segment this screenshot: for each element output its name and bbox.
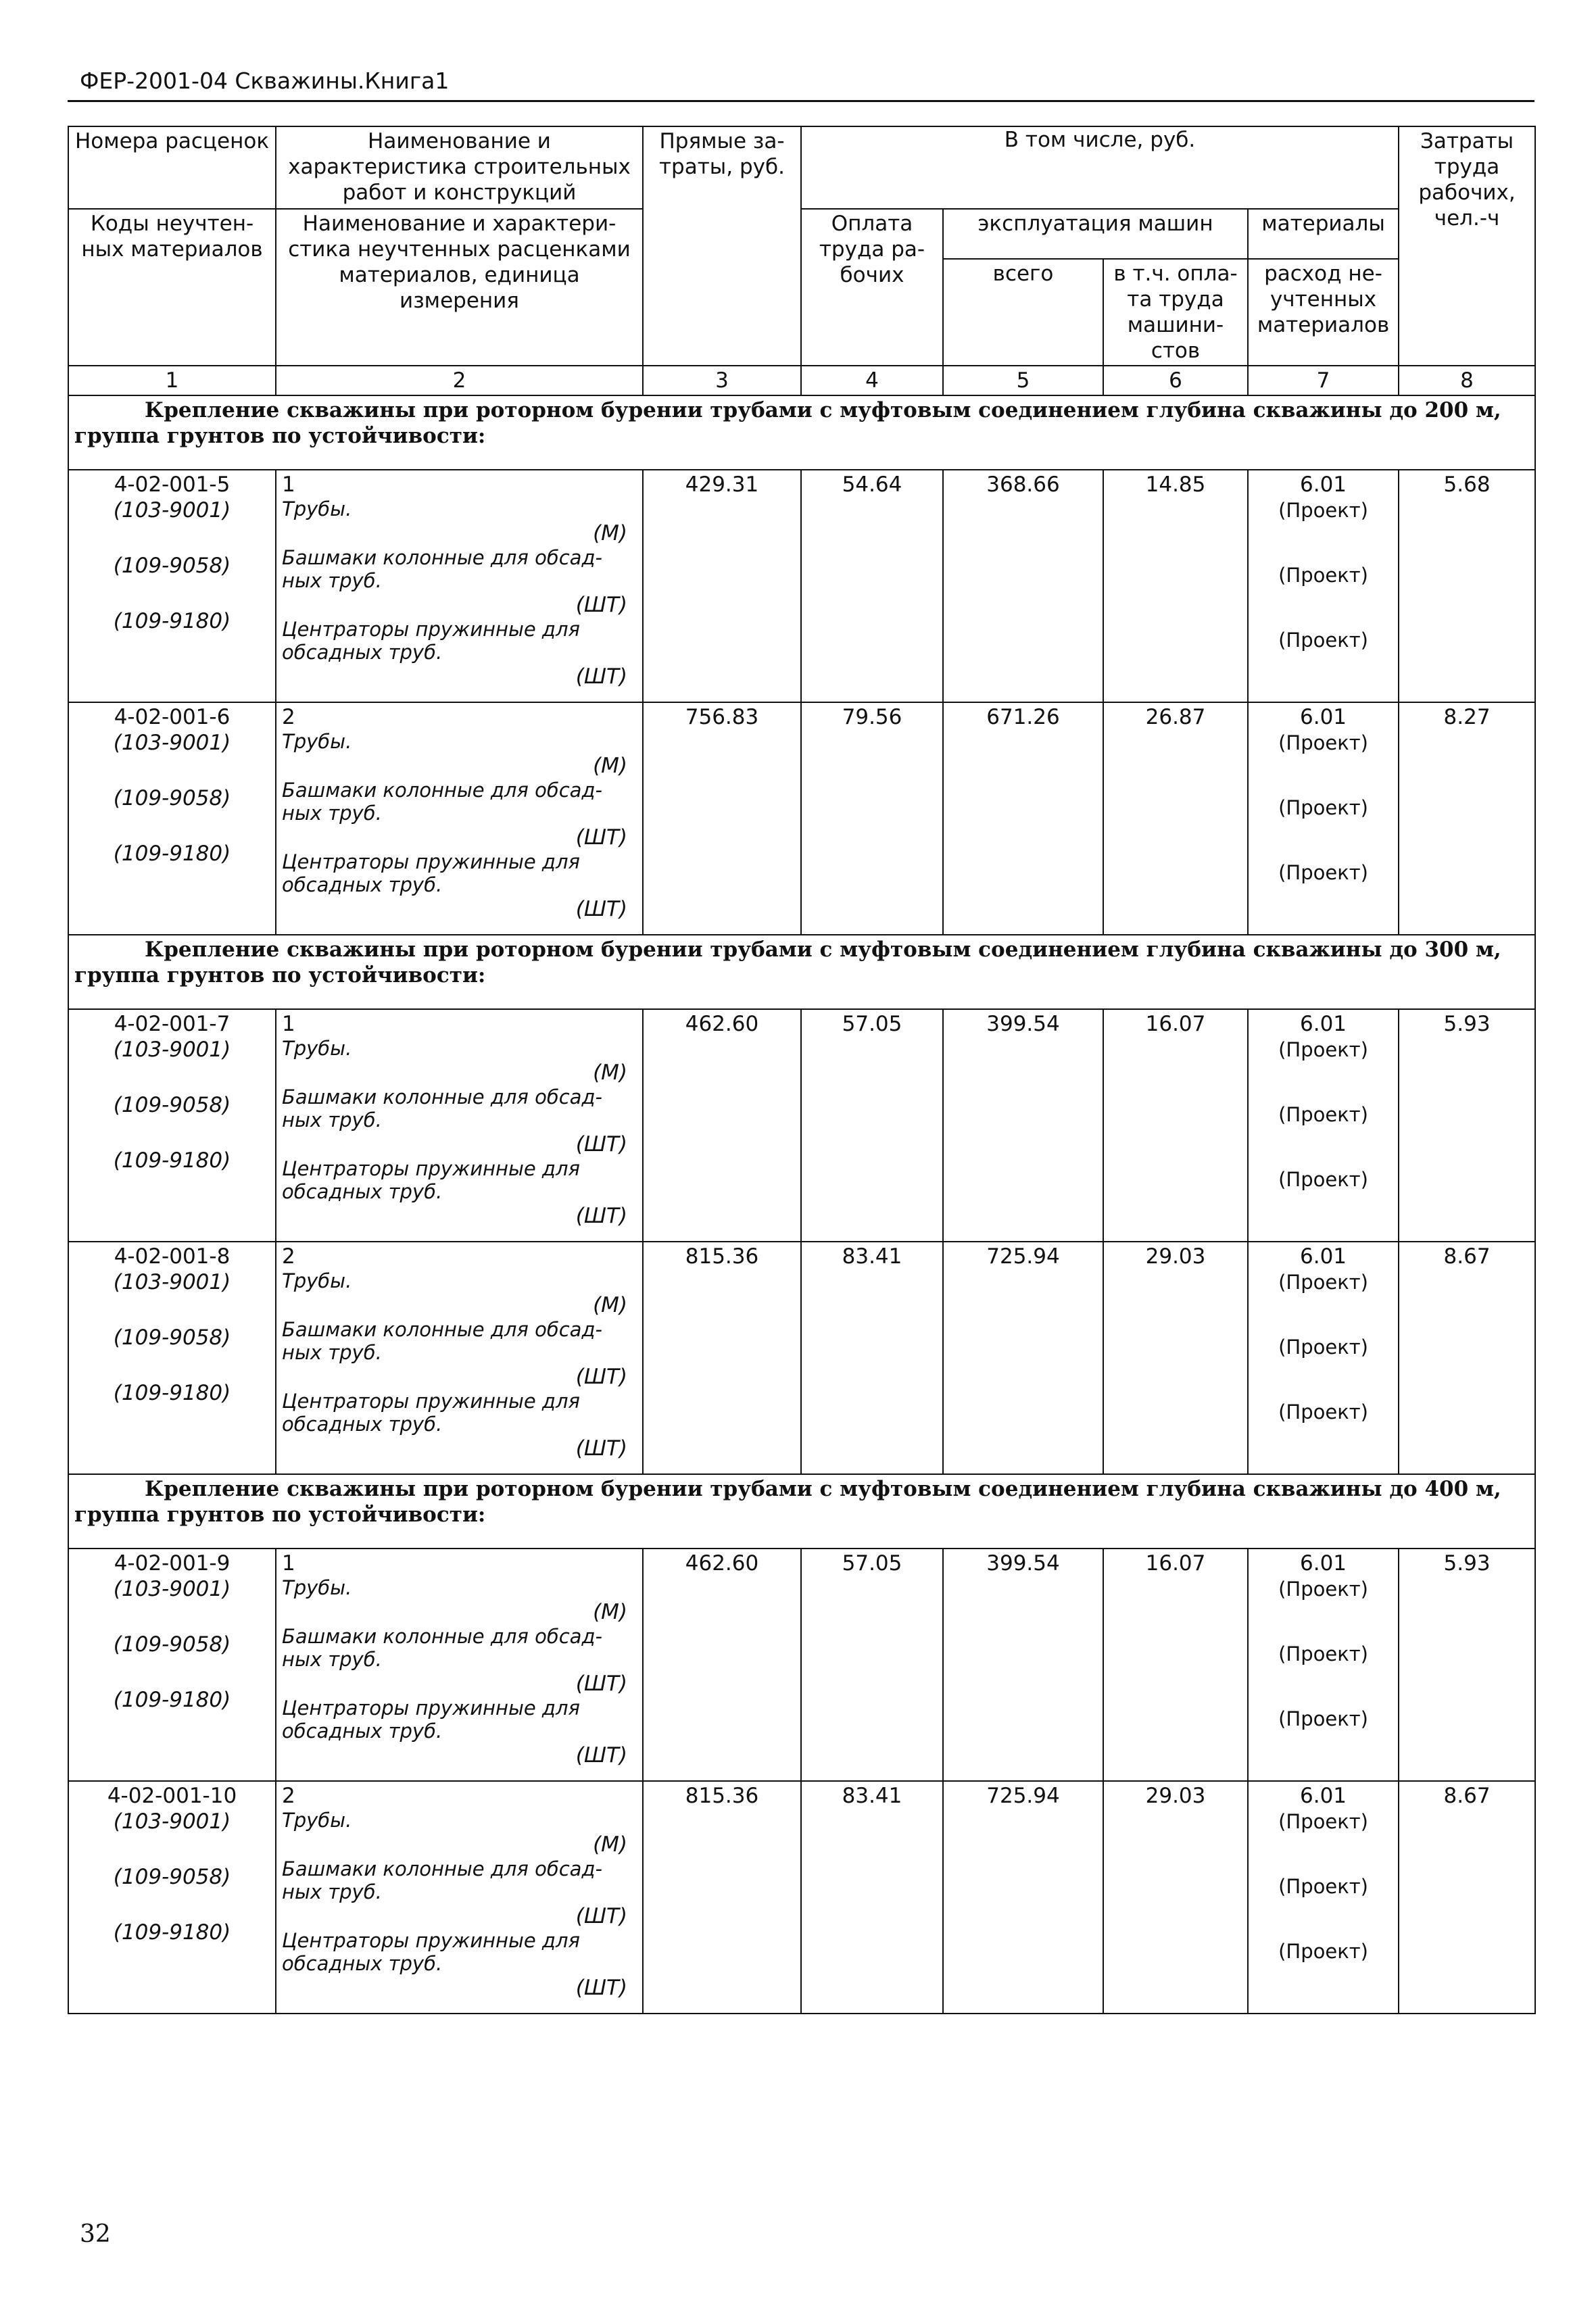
soil-group: 2 (282, 705, 295, 729)
material-code: (103-9001) (113, 1577, 231, 1601)
rate-code: 4-02-001-6 (114, 705, 231, 729)
direct-costs-value-cell (643, 702, 801, 935)
material-code: (109-9058) (113, 1093, 231, 1117)
machines-total-value: 725.94 (986, 1244, 1060, 1269)
direct-costs-value-cell (643, 1781, 801, 2014)
labor-cost-value-cell (801, 1781, 943, 2014)
material-code: (109-9180) (113, 1688, 231, 1712)
labor-cost-value: 79.56 (842, 705, 902, 729)
operators-pay-value-cell (1103, 702, 1248, 935)
material-name: Башмаки колонные для обсад-ных труб. (282, 779, 602, 825)
material-code: (109-9180) (113, 1381, 231, 1405)
column-number: 8 (1399, 366, 1535, 395)
rate-row (68, 1549, 1535, 1781)
section-title: Крепление скважины при роторном бурении трубами с муфтовым соединением глубина скважины до 400 м, группа грунтов по устойчивости: (68, 1474, 1535, 1549)
workhours-cell (1399, 702, 1535, 935)
section-row (68, 1474, 1535, 1549)
header-operators: в т.ч. опла-та труда машини-стов (1103, 259, 1248, 366)
material-code: (109-9180) (113, 842, 231, 866)
material-name: Трубы. (282, 730, 352, 753)
direct-costs-value: 815.36 (685, 1244, 759, 1269)
column-number: 1 (68, 366, 276, 395)
header-machines-total: всего (943, 259, 1103, 366)
operators-pay-value: 16.07 (1145, 1551, 1206, 1576)
material-unit: (ШТ) (575, 1976, 627, 2000)
direct-costs-value-cell (643, 1009, 801, 1242)
labor-cost-value-cell (801, 702, 943, 935)
material-code: (109-9180) (113, 1920, 231, 1945)
machines-total-value-cell (943, 1009, 1103, 1242)
rate-code-cell (68, 1242, 276, 1474)
material-unit: (ШТ) (575, 1904, 627, 1928)
labor-cost-value-cell (801, 1009, 943, 1242)
material-amount: (Проект) (1278, 796, 1368, 819)
direct-costs-value: 756.83 (685, 705, 759, 729)
rate-code-cell (68, 1549, 276, 1781)
machines-total-value-cell (943, 1242, 1103, 1474)
column-number: 7 (1248, 366, 1399, 395)
material-unit: (ШТ) (575, 593, 627, 617)
rate-code: 4-02-001-8 (114, 1244, 231, 1269)
labor-cost-value: 57.05 (842, 1012, 902, 1036)
material-code: (103-9001) (113, 731, 231, 755)
machines-total-value: 671.26 (986, 705, 1060, 729)
soil-group: 2 (282, 1784, 295, 1808)
header-including: В том числе, руб. (801, 126, 1399, 209)
machines-total-value: 399.54 (986, 1551, 1060, 1576)
material-name: Центраторы пружинные для обсадных труб. (282, 1929, 580, 1975)
material-code: (103-9001) (113, 498, 231, 522)
machines-total-value: 368.66 (986, 472, 1060, 497)
materials-value: 6.01 (1300, 472, 1347, 497)
materials-cell (1248, 470, 1399, 702)
material-code: (109-9180) (113, 609, 231, 633)
material-amount: (Проект) (1278, 1707, 1368, 1730)
material-amount: (Проект) (1278, 1038, 1368, 1061)
machines-total-value-cell (943, 702, 1103, 935)
header-direct-costs: Прямые за-траты, руб. (643, 126, 801, 366)
column-number: 4 (801, 366, 943, 395)
rate-code: 4-02-001-5 (114, 472, 231, 497)
material-name: Центраторы пружинные для обсадных труб. (282, 618, 580, 664)
direct-costs-value: 815.36 (685, 1784, 759, 1808)
materials-cell (1248, 1549, 1399, 1781)
material-code: (109-9058) (113, 1865, 231, 1889)
material-name: Башмаки колонные для обсад-ных труб. (282, 1857, 602, 1903)
material-amount: (Проект) (1278, 731, 1368, 754)
column-number: 6 (1103, 366, 1248, 395)
rate-row (68, 1242, 1535, 1474)
operators-pay-value: 29.03 (1145, 1244, 1206, 1269)
header-machines: эксплуатация машин (943, 209, 1248, 259)
machines-total-value-cell (943, 470, 1103, 702)
rates-table (68, 126, 1536, 2014)
column-number: 5 (943, 366, 1103, 395)
rate-code: 4-02-001-10 (107, 1784, 237, 1808)
operators-pay-value: 14.85 (1145, 472, 1206, 497)
machines-total-value: 399.54 (986, 1012, 1060, 1036)
workhours-value: 5.93 (1443, 1551, 1491, 1576)
header-unaccounted-materials: расход не-учтенных материалов (1248, 259, 1399, 366)
rate-row (68, 1781, 1535, 2014)
operators-pay-value: 16.07 (1145, 1012, 1206, 1036)
material-unit: (ШТ) (575, 897, 627, 921)
rate-code-cell (68, 702, 276, 935)
material-name: Трубы. (282, 497, 352, 520)
material-unit: (М) (593, 1061, 627, 1085)
material-unit: (М) (593, 1293, 627, 1317)
workhours-cell (1399, 1549, 1535, 1781)
material-name: Башмаки колонные для обсад-ных труб. (282, 546, 602, 592)
soil-group: 1 (282, 1551, 295, 1576)
material-amount: (Проект) (1278, 1578, 1368, 1601)
header-labor: Оплата труда ра-бочих (801, 209, 943, 366)
header-rule (68, 100, 1534, 102)
material-unit: (М) (593, 1600, 627, 1624)
material-unit: (М) (593, 1832, 627, 1857)
material-unit: (ШТ) (575, 1743, 627, 1768)
workhours-value: 8.67 (1443, 1784, 1491, 1808)
labor-cost-value: 54.64 (842, 472, 902, 497)
materials-value: 6.01 (1300, 1012, 1347, 1036)
header-col2-bottom: Наименование и характери-стика неучтенных расценками материалов, единица измерения (276, 209, 643, 366)
material-code: (103-9001) (113, 1809, 231, 1834)
material-amount: (Проект) (1278, 1271, 1368, 1294)
operators-pay-value-cell (1103, 1549, 1248, 1781)
rate-code-cell (68, 470, 276, 702)
workhours-value: 8.27 (1443, 705, 1491, 729)
machines-total-value-cell (943, 1781, 1103, 2014)
rate-row (68, 1009, 1535, 1242)
operators-pay-value: 26.87 (1145, 705, 1206, 729)
material-unit: (ШТ) (575, 1436, 627, 1461)
material-code: (109-9058) (113, 554, 231, 578)
column-numbers-row (68, 366, 1535, 395)
material-code: (109-9180) (113, 1148, 231, 1173)
rate-code: 4-02-001-9 (114, 1551, 231, 1576)
page-number: 32 (80, 2220, 111, 2248)
soil-group: 1 (282, 1012, 295, 1036)
rate-code-cell (68, 1781, 276, 2014)
workhours-cell (1399, 470, 1535, 702)
rate-description-cell (276, 1242, 643, 1474)
direct-costs-value: 429.31 (685, 472, 759, 497)
material-name: Башмаки колонные для обсад-ных труб. (282, 1625, 602, 1671)
section-row (68, 935, 1535, 1009)
column-number: 2 (276, 366, 643, 395)
material-amount: (Проект) (1278, 1336, 1368, 1359)
page-header: ФЕР-2001-04 Скважины.Книга1 (80, 68, 450, 94)
soil-group: 1 (282, 472, 295, 497)
workhours-cell (1399, 1009, 1535, 1242)
workhours-value: 8.67 (1443, 1244, 1491, 1269)
material-name: Трубы. (282, 1269, 352, 1292)
material-code: (103-9001) (113, 1270, 231, 1294)
material-name: Трубы. (282, 1037, 352, 1060)
material-name: Центраторы пружинные для обсадных труб. (282, 1157, 580, 1203)
operators-pay-value-cell (1103, 1781, 1248, 2014)
material-name: Башмаки колонные для обсад-ных труб. (282, 1086, 602, 1131)
operators-pay-value-cell (1103, 470, 1248, 702)
material-amount: (Проект) (1278, 1168, 1368, 1191)
material-unit: (ШТ) (575, 1132, 627, 1156)
labor-cost-value-cell (801, 1242, 943, 1474)
material-amount: (Проект) (1278, 499, 1368, 522)
direct-costs-value-cell (643, 470, 801, 702)
material-amount: (Проект) (1278, 1875, 1368, 1898)
materials-value: 6.01 (1300, 705, 1347, 729)
material-amount: (Проект) (1278, 564, 1368, 587)
rate-code-cell (68, 1009, 276, 1242)
material-unit: (ШТ) (575, 1365, 627, 1389)
material-amount: (Проект) (1278, 1810, 1368, 1833)
materials-cell (1248, 1009, 1399, 1242)
material-unit: (ШТ) (575, 825, 627, 850)
machines-total-value-cell (943, 1549, 1103, 1781)
material-amount: (Проект) (1278, 1642, 1368, 1665)
materials-cell (1248, 1242, 1399, 1474)
header-workhours: Затраты труда рабочих, чел.-ч (1399, 126, 1535, 366)
header-col1-bottom: Коды неучтен-ных материалов (68, 209, 276, 366)
rate-row (68, 702, 1535, 935)
direct-costs-value: 462.60 (685, 1012, 759, 1036)
material-unit: (ШТ) (575, 1204, 627, 1228)
material-name: Башмаки колонные для обсад-ных труб. (282, 1318, 602, 1364)
materials-value: 6.01 (1300, 1784, 1347, 1808)
material-code: (109-9058) (113, 1632, 231, 1657)
material-name: Трубы. (282, 1809, 352, 1832)
rate-description-cell (276, 470, 643, 702)
material-code: (109-9058) (113, 786, 231, 810)
workhours-cell (1399, 1242, 1535, 1474)
direct-costs-value-cell (643, 1242, 801, 1474)
operators-pay-value-cell (1103, 1242, 1248, 1474)
rate-description-cell (276, 1781, 643, 2014)
material-amount: (Проект) (1278, 1103, 1368, 1126)
labor-cost-value: 83.41 (842, 1244, 902, 1269)
workhours-value: 5.93 (1443, 1012, 1491, 1036)
material-code: (109-9058) (113, 1325, 231, 1350)
material-code: (103-9001) (113, 1038, 231, 1062)
material-name: Центраторы пружинные для обсадных труб. (282, 850, 580, 896)
header-materials: материалы (1248, 209, 1399, 259)
material-unit: (М) (593, 754, 627, 778)
machines-total-value: 725.94 (986, 1784, 1060, 1808)
materials-value: 6.01 (1300, 1244, 1347, 1269)
rate-description-cell (276, 1009, 643, 1242)
material-amount: (Проект) (1278, 861, 1368, 884)
workhours-value: 5.68 (1443, 472, 1491, 497)
rate-row (68, 470, 1535, 702)
material-name: Центраторы пружинные для обсадных труб. (282, 1697, 580, 1743)
rate-description-cell (276, 1549, 643, 1781)
direct-costs-value: 462.60 (685, 1551, 759, 1576)
labor-cost-value-cell (801, 470, 943, 702)
section-row (68, 395, 1535, 470)
column-number: 3 (643, 366, 801, 395)
material-amount: (Проект) (1278, 1940, 1368, 1963)
direct-costs-value-cell (643, 1549, 801, 1781)
labor-cost-value: 57.05 (842, 1551, 902, 1576)
labor-cost-value-cell (801, 1549, 943, 1781)
material-name: Трубы. (282, 1576, 352, 1599)
section-title: Крепление скважины при роторном бурении трубами с муфтовым соединением глубина скважины до 300 м, группа грунтов по устойчивости: (68, 935, 1535, 1009)
material-amount: (Проект) (1278, 1400, 1368, 1423)
materials-value: 6.01 (1300, 1551, 1347, 1576)
material-unit: (М) (593, 521, 627, 545)
soil-group: 2 (282, 1244, 295, 1269)
labor-cost-value: 83.41 (842, 1784, 902, 1808)
material-amount: (Проект) (1278, 629, 1368, 652)
material-unit: (ШТ) (575, 664, 627, 689)
materials-cell (1248, 702, 1399, 935)
material-name: Центраторы пружинные для обсадных труб. (282, 1390, 580, 1436)
operators-pay-value-cell (1103, 1009, 1248, 1242)
rate-description-cell (276, 702, 643, 935)
operators-pay-value: 29.03 (1145, 1784, 1206, 1808)
materials-cell (1248, 1781, 1399, 2014)
section-title: Крепление скважины при роторном бурении трубами с муфтовым соединением глубина скважины до 200 м, группа грунтов по устойчивости: (68, 395, 1535, 470)
header-col1-top: Номера расценок (68, 126, 276, 209)
rate-code: 4-02-001-7 (114, 1012, 231, 1036)
header-col2-top: Наименование и характеристика строительных работ и конструкций (276, 126, 643, 209)
workhours-cell (1399, 1781, 1535, 2014)
material-unit: (ШТ) (575, 1672, 627, 1696)
